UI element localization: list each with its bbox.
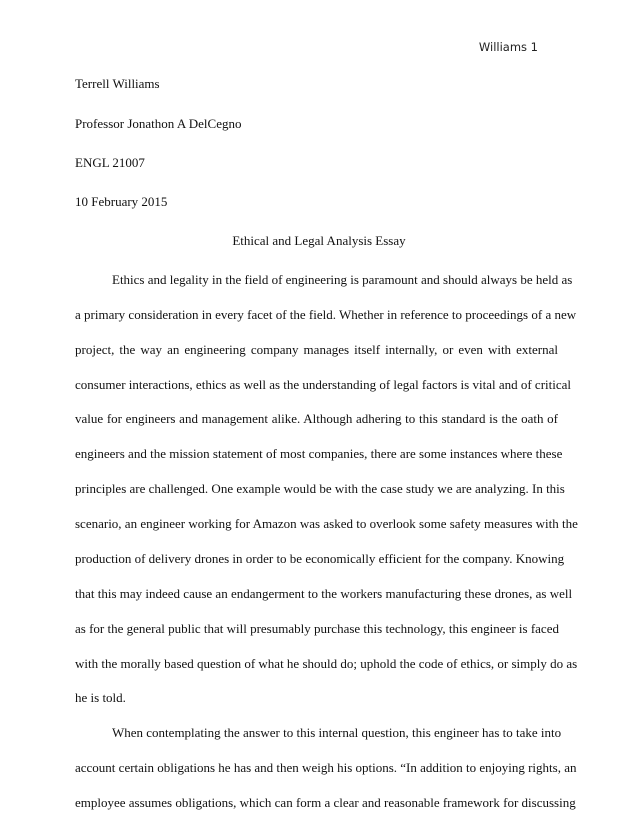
paragraph-line: principles are challenged. One example would be with the case study we are analyzing. In this [75, 481, 565, 496]
paragraph-line: as for the general public that will presumably purchase this technology, this engineer is faced [75, 621, 559, 636]
essay-date: 10 February 2015 [75, 194, 168, 209]
paragraph-line: with the morally based question of what he should do; uphold the code of ethics, or simply do as [75, 656, 578, 671]
paragraph-line: When contemplating the answer to this internal question, this engineer has to take into [112, 725, 562, 740]
paragraph-line: a primary consideration in every facet of the field. Whether in reference to proceedings of a new [75, 307, 577, 322]
paragraph-line: Ethics and legality in the field of engineering is paramount and should always be held as [112, 272, 573, 287]
paragraph-line: consumer interactions, ethics as well as the understanding of legal factors is vital and of critical [75, 377, 572, 392]
paragraph-line: value for engineers and management alike. Although adhering to this standard is the oath of [75, 411, 558, 426]
paragraph-line: that this may indeed cause an endangerment to the workers manufacturing these drones, as well [75, 586, 573, 601]
running-head: Williams 1 [478, 40, 538, 54]
paragraph-line: production of delivery drones in order to be economically efficient for the company. Knowing [75, 551, 565, 566]
essay-title: Ethical and Legal Analysis Essay [232, 233, 406, 248]
paragraph-line: project, the way an engineering company manages itself internally, or even with external [75, 342, 558, 357]
paragraph-line: scenario, an engineer working for Amazon was asked to overlook some safety measures with the [75, 516, 578, 531]
professor-name: Professor Jonathon A DelCegno [75, 116, 242, 131]
paragraph-line: engineers and the mission statement of most companies, there are some instances where these [75, 446, 563, 461]
course-code: ENGL 21007 [75, 155, 145, 170]
student-name: Terrell Williams [75, 76, 160, 91]
paragraph-line: account certain obligations he has and then weigh his options. “In addition to enjoying rights, an [75, 760, 577, 775]
paragraph-line: he is told. [75, 690, 126, 705]
paragraph-line: employee assumes obligations, which can form a clear and reasonable framework for discussing [75, 795, 576, 810]
